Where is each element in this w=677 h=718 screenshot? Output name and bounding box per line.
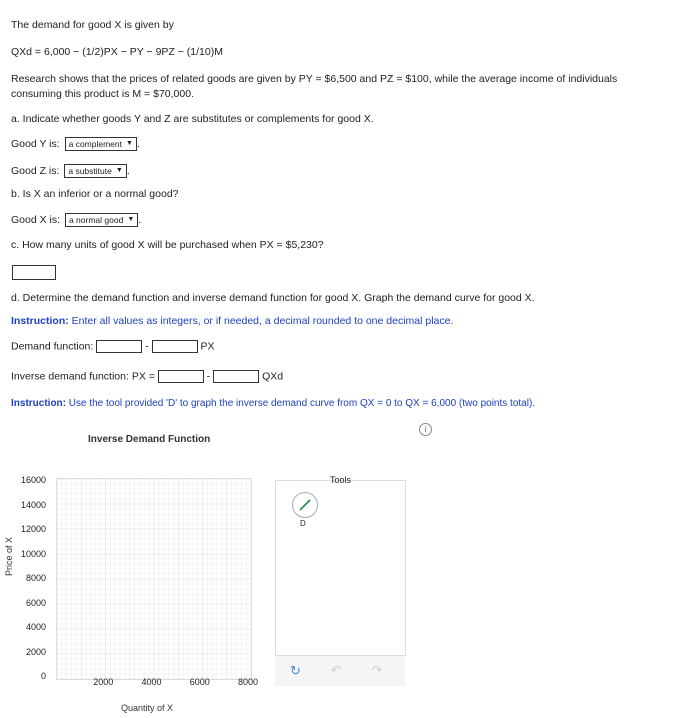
- instruction-1: [11, 315, 453, 327]
- y-tick-label: 6000: [25, 597, 46, 608]
- demand-function-row: [11, 340, 215, 353]
- inverse-demand-row: [11, 370, 283, 383]
- good-z-value: a substitute: [68, 166, 112, 176]
- demand-equation: QXd = 6,000 − (1/2)PX − PY − 9PZ − (1/10)M: [11, 46, 223, 58]
- chevron-down-icon: ▼: [127, 216, 135, 223]
- y-tick-label: 8000: [25, 573, 46, 583]
- y-tick-label: 0: [40, 671, 46, 681]
- question-d: d. Determine the demand function and inverse demand function for good X. Graph the demand curve for good X.: [11, 292, 535, 304]
- demand-intercept-input[interactable]: [96, 340, 142, 353]
- good-y-label: Good Y is:: [11, 137, 60, 150]
- inverse-slope-input[interactable]: [213, 370, 259, 383]
- good-y-select[interactable]: [65, 137, 137, 151]
- undo-icon[interactable]: ↶: [331, 663, 342, 677]
- demand-suffix: PX: [200, 340, 215, 353]
- instruction-2-label: Instruction:: [11, 398, 66, 409]
- demand-function-label: Demand function:: [11, 340, 94, 353]
- instruction-1-label: Instruction:: [11, 315, 69, 327]
- chevron-down-icon: ▼: [126, 140, 133, 147]
- tools-panel: [275, 475, 406, 656]
- good-z-select[interactable]: [64, 164, 126, 178]
- tools-title: Tools: [329, 475, 351, 485]
- x-tick-label: 8000: [238, 677, 259, 687]
- y-tick-label: 4000: [25, 622, 46, 632]
- y-tick-label: 14000: [20, 499, 46, 510]
- units-answer-input[interactable]: [12, 265, 56, 280]
- good-x-label: Good X is:: [11, 213, 61, 226]
- minus-sign: -: [145, 340, 149, 353]
- x-tick-label: 6000: [189, 677, 210, 687]
- good-x-row: Good X is: a normal good ▼ .: [11, 213, 142, 226]
- good-x-value: a normal good: [68, 215, 124, 225]
- good-y-value: a complement: [68, 139, 122, 149]
- inverse-demand-label: Inverse demand function: PX =: [11, 370, 155, 383]
- good-y-row: Good Y is: a complement ▼ .: [11, 137, 140, 150]
- x-axis-label: Quantity of X: [121, 703, 174, 713]
- minus-sign: -: [206, 370, 211, 383]
- y-tick-label: 16000: [20, 475, 46, 485]
- info-icon[interactable]: i: [419, 423, 432, 436]
- good-z-row: Good Z is: a substitute ▼ .: [11, 164, 130, 177]
- demand-slope-input[interactable]: [152, 340, 198, 353]
- intro-text: The demand for good X is given by: [11, 19, 174, 31]
- chevron-down-icon: ▼: [115, 167, 123, 174]
- instruction-1-text: Enter all values as integers, or if needed, a decimal rounded to one decimal place.: [68, 315, 454, 327]
- good-z-label: Good Z is:: [11, 164, 60, 177]
- grid-lines: [57, 479, 251, 679]
- y-axis-label: Price of X: [4, 536, 14, 576]
- instruction-2-text: Use the tool provided 'D' to graph the inverse demand curve from QX = 0 to QX = 6,000 (two points total).: [66, 398, 536, 409]
- y-tick-label: 12000: [20, 524, 46, 534]
- instruction-2: [11, 398, 535, 409]
- y-tick-label: 2000: [25, 646, 46, 657]
- question-a: a. Indicate whether goods Y and Z are substitutes or complements for good X.: [11, 113, 374, 125]
- x-tick-label: 2000: [93, 677, 114, 687]
- research-text: Research shows that the prices of related goods are given by PY = $6,500 and PZ = $100, while the average income of individuals: [11, 73, 618, 85]
- inverse-intercept-input[interactable]: [158, 370, 204, 383]
- chart-title: Inverse Demand Function: [88, 434, 211, 445]
- draw-demand-tool[interactable]: [292, 492, 318, 518]
- question-c: c. How many units of good X will be purchased when PX = $5,230?: [11, 239, 324, 251]
- inverse-suffix: QXd: [262, 370, 284, 383]
- question-b: b. Is X an inferior or a normal good?: [11, 188, 179, 200]
- y-tick-label: 10000: [20, 548, 46, 559]
- x-tick-label: 4000: [141, 677, 162, 687]
- research-text-2: consuming this product is M = $70,000.: [11, 88, 194, 100]
- graph-controls: [275, 656, 405, 686]
- redo-icon[interactable]: ↷: [372, 663, 383, 677]
- line-tool-icon: [293, 493, 317, 517]
- graph-area[interactable]: [56, 478, 252, 680]
- reset-icon[interactable]: ↻: [290, 663, 301, 678]
- good-x-select[interactable]: [65, 213, 138, 227]
- tool-d-label: D: [300, 519, 306, 528]
